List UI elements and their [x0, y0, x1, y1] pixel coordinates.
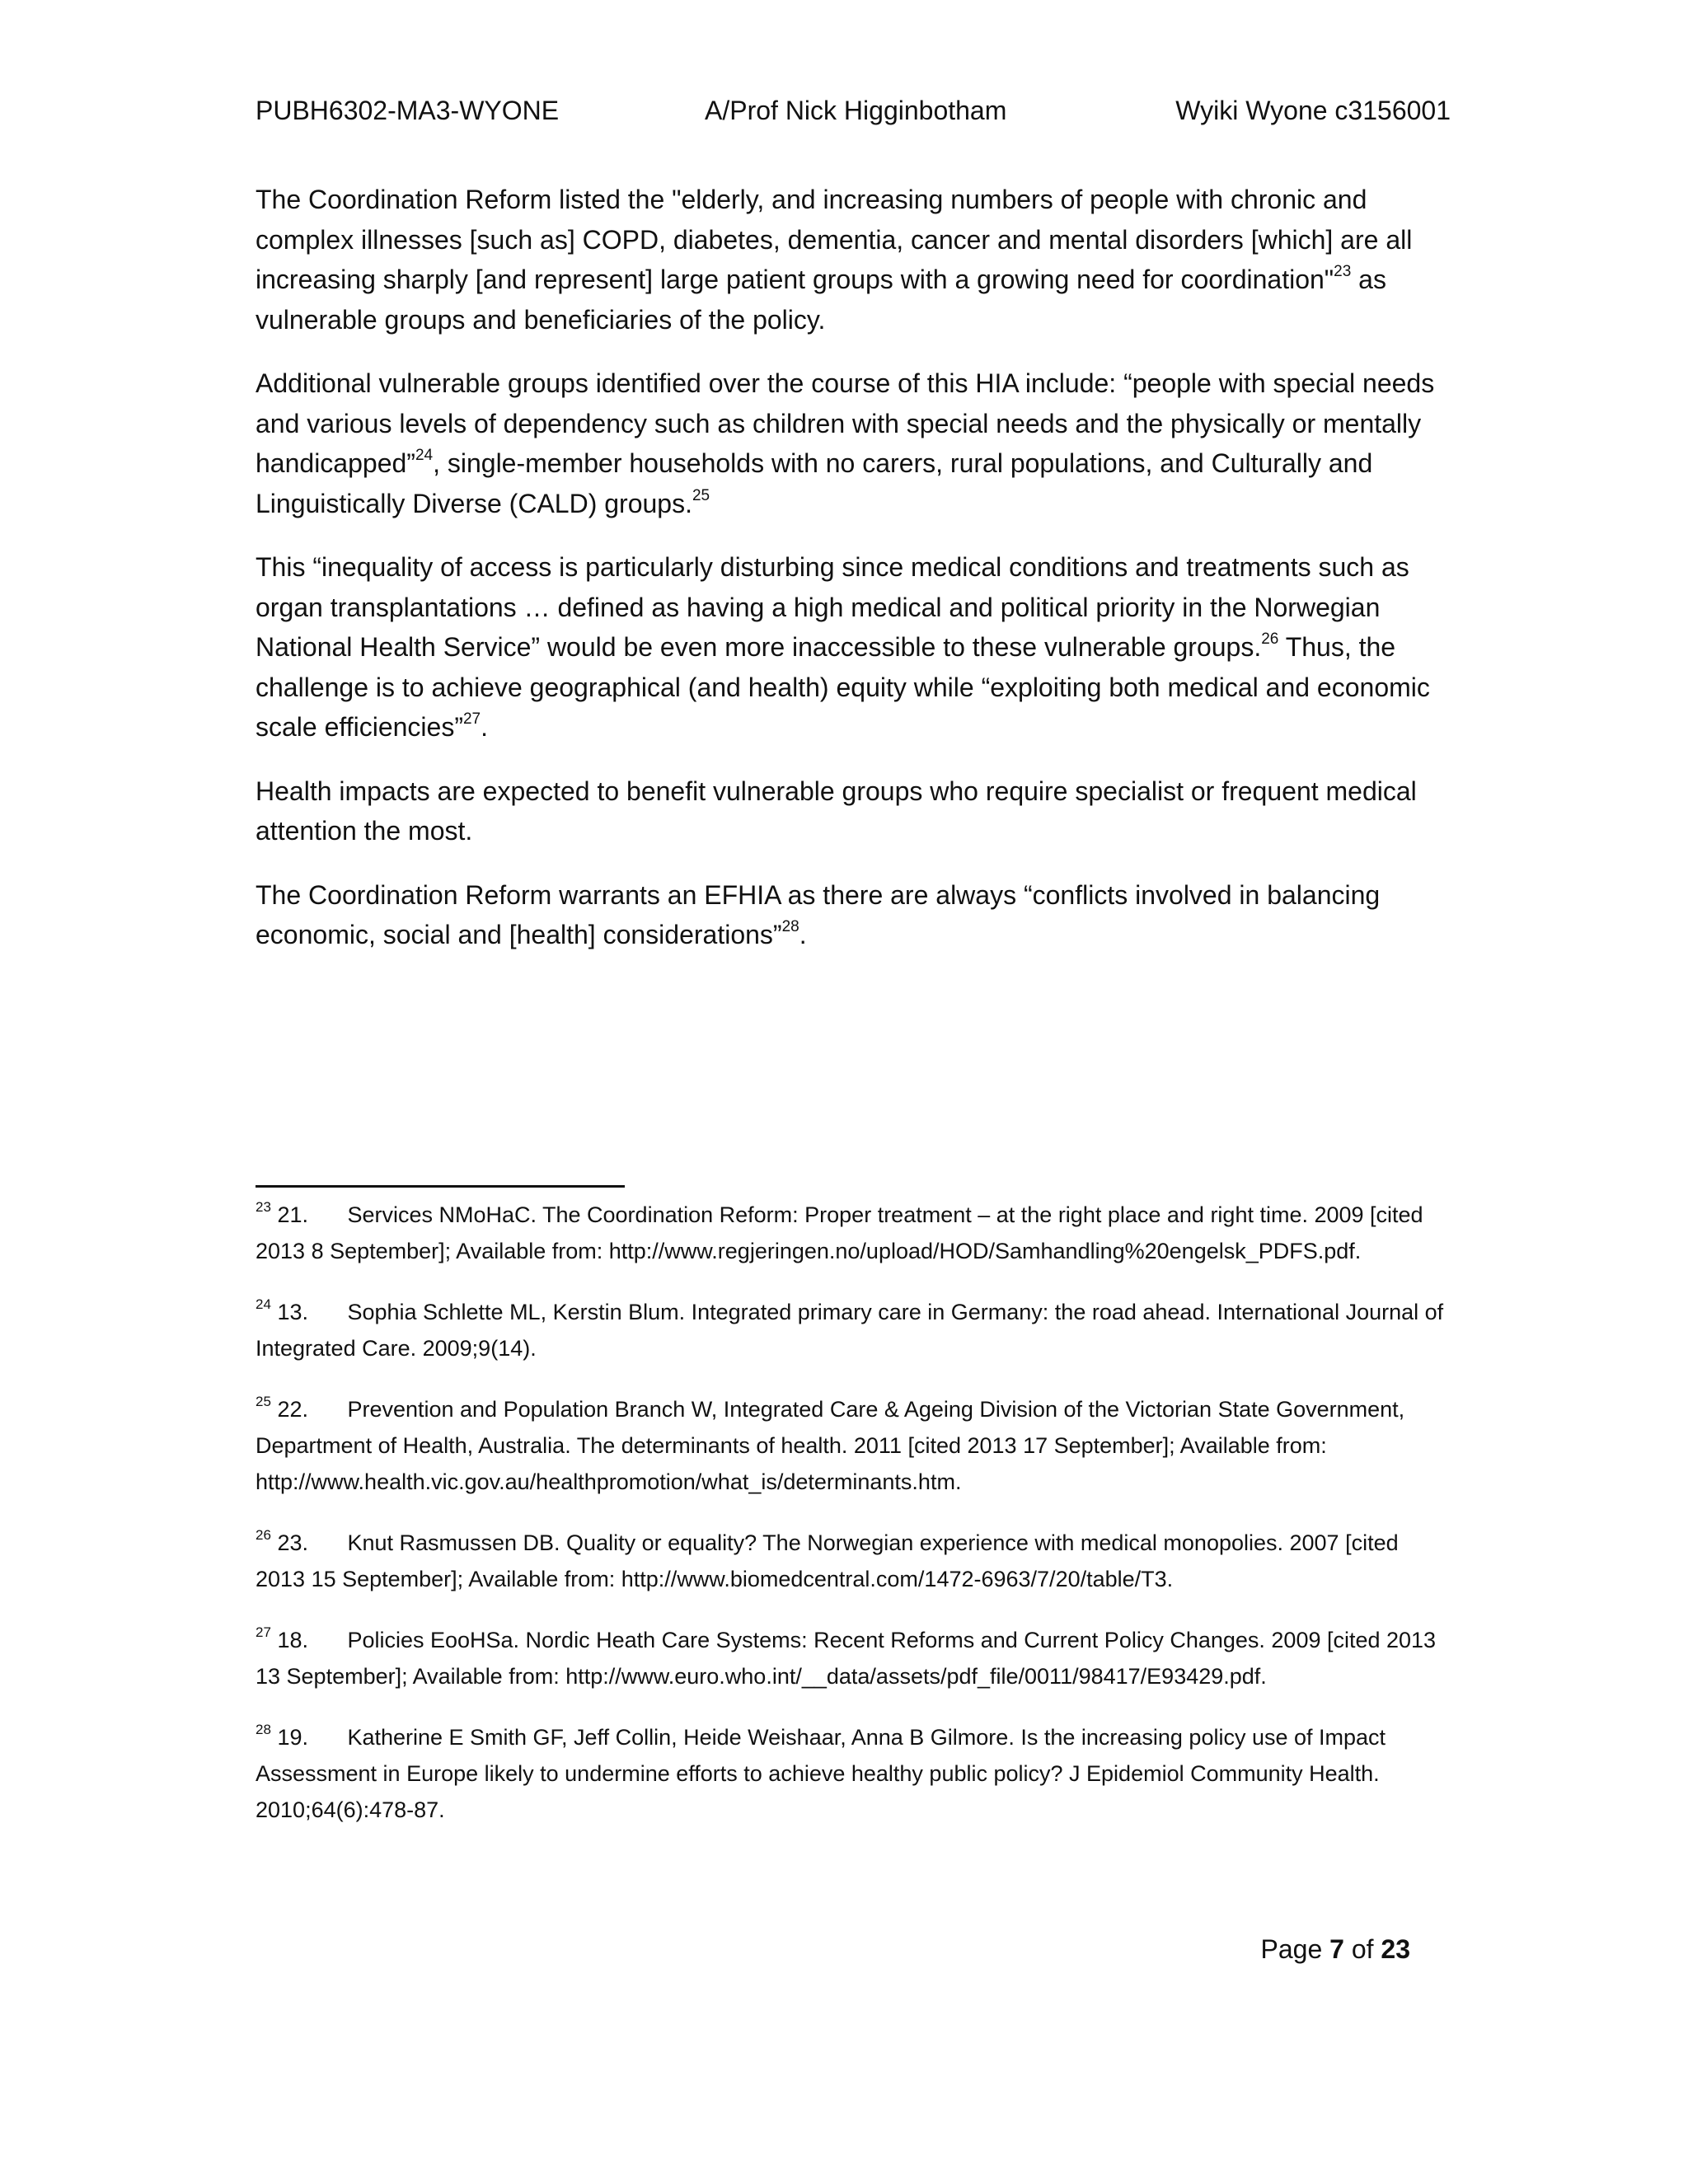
paragraph-5 — [256, 875, 1447, 955]
footnote-24 — [256, 1294, 1447, 1366]
page-current: 7 — [1329, 1934, 1344, 1964]
reference-number: 21. — [277, 1202, 308, 1227]
page-header — [256, 92, 1451, 132]
footnotes — [256, 1197, 1447, 1853]
footnote-mark: 27 — [256, 1624, 271, 1640]
footnote-ref[interactable]: 24 — [415, 447, 434, 464]
footnote-26 — [256, 1525, 1447, 1597]
footnote-28 — [256, 1719, 1447, 1828]
body-text — [256, 180, 1447, 979]
header-course-code: PUBH6302-MA3-WYONE — [256, 96, 560, 125]
footnote-ref[interactable]: 25 — [692, 486, 710, 504]
paragraph-text: . — [481, 712, 488, 742]
footnote-23 — [256, 1197, 1447, 1269]
footnote-text: Knut Rasmussen DB. Quality or equality? The Norwegian experience with medical monopolies. 2007 [cited 2013 15 September]; Available from: http://www.biomedcentral.com/1472-6963/7/20/table/T3. — [256, 1530, 1399, 1591]
paragraph-4 — [256, 771, 1447, 851]
footnote-text: Sophia Schlette ML, Kerstin Blum. Integrated primary care in Germany: the road ahead. International Journal of Integrated Care. 2009;9(14). — [256, 1300, 1444, 1361]
footnote-ref[interactable]: 27 — [462, 710, 481, 728]
footnote-text: Services NMoHaC. The Coordination Reform: Proper treatment – at the right place and right time. 2009 [cited 2013 8 September]; Available from: http://www.regjeringen.no/upload/HOD/Samhandling%20engelsk_PDFS.pdf. — [256, 1202, 1423, 1263]
paragraph-text: The Coordination Reform warrants an EFHIA as there are always “conflicts involved in balancing economic, social and [health] considerations” — [256, 879, 1381, 949]
footnote-text: Prevention and Population Branch W, Integrated Care & Ageing Division of the Victorian State Government, Department of Health, Australia. The determinants of health. 2011 [cited 2013 17 September]; Available from: http://www.health.vic.gov.au/healthpromotion/what_is/determinants.htm. — [256, 1397, 1405, 1494]
paragraph-text: . — [799, 920, 807, 949]
footnote-mark: 23 — [256, 1199, 271, 1215]
paragraph-text: Additional vulnerable groups identified over the course of this HIA include: “people with special needs and various levels of dependency such as children with special needs and the physically or mentally handicapped” — [256, 368, 1435, 478]
reference-number: 19. — [277, 1725, 308, 1750]
footnote-25 — [256, 1391, 1447, 1500]
footnote-mark: 25 — [256, 1394, 271, 1409]
page-number-middle: of — [1343, 1934, 1381, 1964]
reference-number: 13. — [277, 1300, 308, 1324]
footnote-ref[interactable]: 23 — [1334, 263, 1352, 280]
header-student: Wyiki Wyone c3156001 — [1175, 96, 1451, 125]
reference-number: 22. — [277, 1397, 308, 1422]
footnote-separator — [256, 1185, 625, 1188]
header-lecturer: A/Prof Nick Higginbotham — [705, 96, 1007, 125]
footnote-27 — [256, 1622, 1447, 1694]
footnote-mark: 24 — [256, 1296, 271, 1312]
reference-number: 18. — [277, 1628, 308, 1652]
paragraph-3 — [256, 547, 1447, 748]
paragraph-text: as vulnerable groups and beneficiaries of the policy. — [256, 265, 1386, 335]
footnote-text: Katherine E Smith GF, Jeff Collin, Heide Weishaar, Anna B Gilmore. Is the increasing policy use of Impact Assessment in Europe likely to undermine efforts to achieve healthy public policy? J Epidemiol Community Health. 2010;64(6):478-87. — [256, 1725, 1386, 1822]
page-number — [1261, 1931, 1410, 1967]
page-total: 23 — [1381, 1934, 1410, 1964]
paragraph-text: , single-member households with no carers, rural populations, and Culturally and Linguistically Diverse (CALD) groups. — [256, 448, 1373, 518]
paragraph-text: The Coordination Reform listed the "elderly, and increasing numbers of people with chronic and complex illnesses [such as] COPD, diabetes, dementia, cancer and mental disorders [which] are all increasing sharply [and represent] large patient groups with a growing need for coordination" — [256, 185, 1413, 294]
paragraph-2 — [256, 363, 1447, 523]
footnote-ref[interactable]: 26 — [1261, 630, 1279, 648]
footnote-text: Policies EooHSa. Nordic Heath Care Systems: Recent Reforms and Current Policy Changes. 2009 [cited 2013 13 September]; Available from: http://www.euro.who.int/__data/assets/pdf_file/0011/98417/E93429.pdf. — [256, 1628, 1437, 1689]
paragraph-1 — [256, 180, 1447, 340]
paragraph-text: Health impacts are expected to benefit vulnerable groups who require specialist or frequent medical attention the most. — [256, 776, 1417, 846]
footnote-ref[interactable]: 28 — [781, 918, 799, 935]
page-number-prefix: Page — [1260, 1934, 1330, 1964]
footnote-mark: 26 — [256, 1527, 271, 1543]
reference-number: 23. — [277, 1530, 308, 1555]
footnote-mark: 28 — [256, 1722, 271, 1737]
paragraph-text: Thus, the challenge is to achieve geographical (and health) equity while “exploiting both medical and economic scale efficiencies” — [256, 632, 1430, 742]
paragraph-text: This “inequality of access is particularly disturbing since medical conditions and treatments such as organ transplantations … defined as having a high medical and political priority in the Norwegian National Health Service” would be even more inaccessible to these vulnerable groups. — [256, 552, 1409, 662]
